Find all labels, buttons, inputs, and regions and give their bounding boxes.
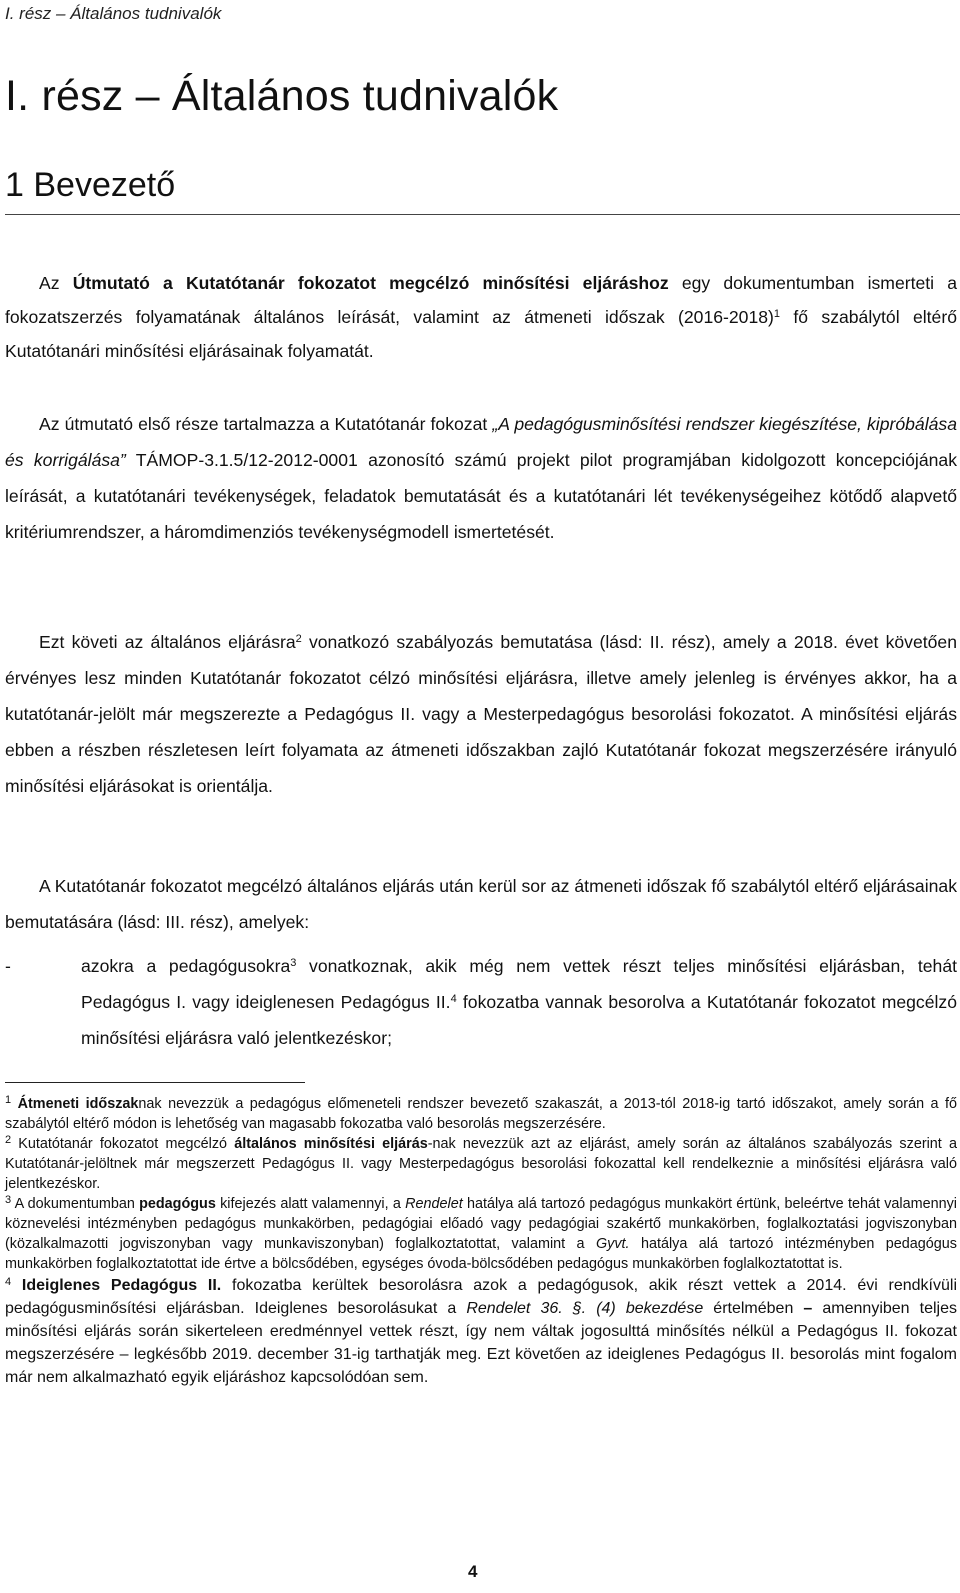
- footnote-1: [5, 1094, 957, 1134]
- text-run: A Kutatótanár fokozatot megcélzó általános eljárás után kerül sor az átmeneti időszak fő szabálytól eltérő eljárásainak bemutatására (lásd: III. rész), amelyek:: [5, 876, 957, 932]
- text-run: TÁMOP-3.1.5/12-2012-0001 azonosító számú projekt pilot programjában kidolgozott koncepciójának leírását, a kutatótanári tevékenységek, feladatok bemutatását és a kutatótanári lét tevékenységeihez kötődő alapvető kritériumrendszer, a háromdimenziós tevékenységmodell ismertetését.: [5, 450, 957, 542]
- footnote-text: hatálya alá tartozó intézményben pedagógus munkakörben foglalkoztatottat ide értve a bölcsődében, egységes óvoda-bölcsődében pedagógus munkakörben foglalkoztatottat is.: [5, 1236, 957, 1272]
- text-run: Ezt követi az általános eljárásra: [39, 632, 296, 652]
- list-bullet: -: [5, 956, 11, 976]
- intro-paragraph: [5, 266, 957, 368]
- footnote-text: -nak nevezzük azt az eljárást, amely során az általános szabályozás szerint a Kutatótanár-jelöltnek már megszerzett Pedagógus II. vagy Mesterpedagógus besorolási fokozattal kell rendelkeznie a minősítési eljárásra való jelentkezéskor.: [5, 1136, 957, 1192]
- footnote-term: Ideiglenes Pedagógus II.: [11, 1277, 222, 1294]
- footnote-ref-3[interactable]: 3: [290, 957, 297, 969]
- footnote-separator: [5, 1082, 305, 1083]
- footnote-2: [5, 1134, 957, 1194]
- section-divider: [5, 214, 960, 215]
- footnote-term: Átmeneti időszak: [17, 1096, 139, 1112]
- transition-paragraph: [5, 868, 957, 940]
- list-item: [5, 948, 957, 1056]
- footnote-term: általános minősítési eljárás: [234, 1136, 428, 1152]
- footnote-ref-1[interactable]: 1: [773, 308, 781, 320]
- footnote-italic: Rendelet: [405, 1196, 463, 1212]
- footnote-text: hatálya alá tartozó pedagógus munkakört értünk, beleértve tehát valamennyi köznevelési intézményben pedagógus munkakörben, pedagógiai előadó vagy pedagógiai szakértő munkakörben, foglalkoztatási jogviszonyban (közalkalmazotti jogviszonyban vagy munkaviszonyban) foglalkoztatottat, valamint a: [5, 1196, 957, 1252]
- text-run: Az útmutató első része tartalmazza a Kutatótanár fokozat: [39, 414, 493, 434]
- footnote-number: 4: [5, 1276, 12, 1288]
- text-run: fő szabálytól eltérő Kutatótanári minősítési eljárásainak folyamatát.: [5, 307, 957, 361]
- general-procedure-paragraph: [5, 624, 957, 804]
- section-title-text: 1 Bevezető: [5, 166, 176, 204]
- list-item-text: [81, 948, 957, 1056]
- footnote-italic: Rendelet 36. §. (4) bekezdése: [466, 1300, 704, 1317]
- footnote-number: 2: [5, 1134, 12, 1146]
- text-run: Az: [39, 273, 73, 293]
- part-title: I. rész – Általános tudnivalók: [5, 72, 559, 120]
- footnote-text: értelmében: [703, 1300, 804, 1317]
- part-one-paragraph: [5, 406, 957, 550]
- page-number: 4: [468, 1562, 478, 1581]
- footnotes: [5, 1094, 957, 1389]
- text-run: vonatkozó szabályozás bemutatása (lásd: II. rész), amely a 2018. évet követően érvényes lesz minden Kutatótanár fokozatot célzó minősítési eljárásra, illetve amely jelenleg is érvényes akkor, ha a kutatótanár-jelölt már megszerezte a Pedagógus II. vagy a Mesterpedagógus besorolási fokozatot. A minősítési eljárás ebben a részben részletesen leírt folyamata az átmeneti időszakban zajló Kutatótanár fokozat megszerzésére irányuló minősítési eljárásokat is orientálja.: [5, 632, 957, 796]
- footnote-text: nak nevezzük a pedagógus előmeneteli rendszer bevezető szakaszát, a 2013-tól 2018-ig tartó időszakot, amely során a fő szabálytól eltérő módon is lehetőség van magasabb fokozatba való besorolás megszerzésére.: [5, 1096, 957, 1132]
- section-title: [5, 166, 960, 205]
- footnote-3: [5, 1194, 957, 1274]
- footnote-text: kifejezés alatt valamennyi, a: [215, 1196, 406, 1212]
- footnote-text: Kutatótanár fokozatot megcélzó: [11, 1136, 235, 1152]
- text-run: azokra a pedagógusokra: [81, 956, 291, 976]
- text-run: vonatkoznak, akik még nem vettek részt teljes minősítési eljárásban, tehát Pedagógus I. vagy ideiglenesen Pedagógus II.: [81, 956, 957, 1012]
- text-run: fokozatba vannak besorolva a Kutatótanár fokozatot megcélzó minősítési eljárásra való jelentkezéskor;: [81, 992, 957, 1048]
- footnote-text: amennyiben teljes minősítési eljárás során sikerteleen eredménnyel vettek részt, így nem váltak jogosulttá minősítés nélkül a Pedagógus II. fokozat megszerzésére – legkésőbb 2019. december 31-ig tarthatják meg. Ezt követően az ideiglenes Pedagógus II. besorolás mint fogalom már nem alkalmazható egyik eljáráshoz kapcsolódóan sem.: [5, 1300, 958, 1386]
- footnote-term: pedagógus: [139, 1196, 216, 1212]
- footnote-text: fokozatba kerültek besorolásra azok a pedagógusok, akik részt vettek a 2014. évi rendkívüli pedagógusminősítési eljárásban. Ideiglenes besorolásukat a: [5, 1277, 958, 1317]
- footnote-dash: –: [803, 1300, 813, 1317]
- footnote-number: 3: [5, 1194, 12, 1206]
- footnote-number: 1: [5, 1094, 12, 1106]
- footnote-ref-4[interactable]: 4: [450, 993, 457, 1005]
- footnote-text: A dokumentumban: [11, 1196, 140, 1212]
- project-title: „A pedagógusminősítési rendszer kiegészítése, kipróbálása és korrigálása”: [5, 414, 957, 470]
- running-header: I. rész – Általános tudnivalók: [5, 4, 222, 23]
- footnote-4: [5, 1274, 957, 1389]
- footnote-italic: Gyvt.: [595, 1236, 630, 1252]
- guide-title: Útmutató a Kutatótanár fokozatot megcélzó minősítési eljáráshoz: [72, 273, 669, 293]
- text-run: egy dokumentumban ismerteti a fokozatszerzés folyamatának általános leírását, valamint az átmeneti időszak (2016-2018): [5, 273, 957, 327]
- footnote-ref-2[interactable]: 2: [295, 633, 302, 645]
